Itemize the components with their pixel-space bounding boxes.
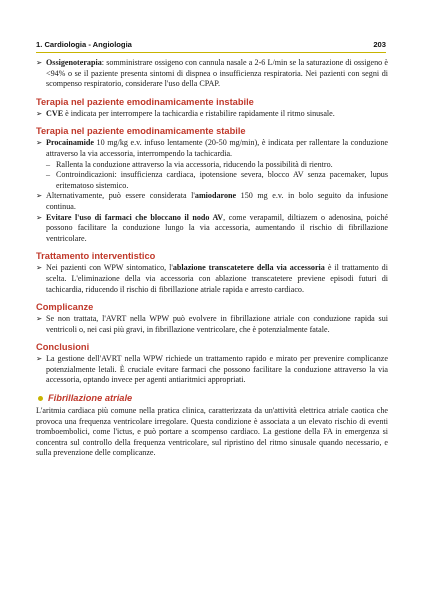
bullet-evitare [36,213,388,245]
complicanze-text: Se non trattata, l'AVRT nella WPW può evolvere in fibrillazione atriale con conduzione rapida sui ventricoli o, nei casi più gravi, in fibrillazione ventricolare, che è potenzialmente fatale. [46,314,388,334]
section-title-complicanze: Complicanze [36,302,94,313]
ablazione-pre: Nei pazienti con WPW sintomatico, l' [46,263,173,273]
bullet-cve [36,109,388,120]
section-title-conclusioni: Conclusioni [36,342,90,353]
procainamide-text: 10 mg/kg e.v. infuso lentamente (20-50 mg/min), è indicata per rallentare la conduzione attraverso la via accessoria, interrompendo la tachicardia. [46,138,388,158]
bullet-complicanze [36,314,388,335]
arrow-bullet-icon: ➢ [36,212,43,222]
term-procainamide: Procainamide [46,138,94,148]
page-number: 203 [373,40,386,49]
cve-text: è indicata per interrompere la tachicardia e ristabilire rapidamente il ritmo sinusale. [63,108,335,118]
arrow-bullet-icon: ➢ [36,58,43,67]
ossigenoterapia-text: : somministrare ossigeno con cannula nasale a 2-6 L/min se la saturazione di ossigeno è <94% o se il paziente presenta sintomi di dispnea o insufficienza respiratoria. Nei pazienti con segni di scompenso respiratorio, considerare l'uso della CPAP. [46,58,388,89]
bullet-ossigenoterapia [36,58,388,90]
fibrillazione-title-text: Fibrillazione atriale [48,393,133,404]
chapter-title: 1. Cardiologia - Angiologia [36,40,132,49]
term-amiodarone: amiodarone [194,191,237,201]
sub-item-rientro-text: Rallenta la conduzione attraverso la via accessoria, riducendo la possibilità di rientro. [56,159,333,169]
dash-mark: – [46,170,51,180]
page-content [36,58,388,459]
amiodarone-pre: Alternativamente, può essere considerata l' [46,191,195,201]
term-ossigenoterapia: Ossigenoterapia [46,58,102,67]
term-ablazione: ablazione transcatetere della via accessoria [172,263,325,273]
conclusioni-text: La gestione dell'AVRT nella WPW richiede un trattamento rapido e mirato per prevenire complicanze potenzialmente letali. È cruciale evitare farmaci che possono facilitare la conduzione attraverso la via accessoria, optando invece per agenti antiaritmici appropriati. [46,354,388,385]
arrow-bullet-icon: ➢ [36,191,43,201]
section-title-instabile: Terapia nel paziente emodinamicamente instabile [36,96,254,107]
section-title-interventistico: Trattamento interventistico [36,251,156,262]
bullet-ablazione [36,263,388,295]
amiodarone-post: 150 mg e.v. in bolo seguito da infusione continua. [46,191,388,211]
bullet-amiodarone [36,191,388,212]
sub-item-rientro [36,160,388,171]
sub-item-controindicazioni [36,170,388,191]
arrow-bullet-icon: ➢ [36,108,43,118]
evitare-text: , come verapamil, diltiazem o adenosina, poiché possono facilitare la conduzione lungo la via accessoria, aumentando il rischio di fibrillazione ventricolare. [46,212,388,243]
arrow-bullet-icon: ➢ [36,138,43,148]
dash-mark: – [46,159,51,169]
header-rule [36,52,386,53]
term-cve: CVE [46,108,64,118]
ablazione-post: è il trattamento di scelta. L'eliminazione della via accessoria con ablazione transcatetere previene episodi futuri di tachicardia, riducendo il rischio di fibrillazione atriale rapida e arresto cardiaco. [46,263,388,294]
term-evitare: Evitare l'uso di farmaci che bloccano il nodo AV [46,212,224,222]
arrow-bullet-icon: ➢ [36,263,43,273]
dot-icon [38,396,43,401]
arrow-bullet-icon: ➢ [36,354,43,364]
bullet-procainamide [36,138,388,159]
sub-item-controindicazioni-text: Controindicazioni: insufficienza cardiaca, ipotensione severa, blocco AV senza pacemaker, lupus eritematoso sistemico. [56,170,388,190]
fibrillazione-paragraph: L'aritmia cardiaca più comune nella pratica clinica, caratterizzata da un'attività elettrica atriale caotica che provoca una frequenza ventricolare irregolare. Questa condizione è associata a un elevato rischio di eventi tromboembolici, come l'ictus, e può portare a scompenso cardiaco. La gestione della FA in emergenza si concentra sul controllo della frequenza ventricolare, sul ripristino del ritmo sinusale quando necessario, e sulla prevenzione delle complicanze. [36,406,388,458]
arrow-bullet-icon: ➢ [36,314,43,324]
bullet-conclusioni [36,354,388,386]
section-title-fibrillazione [36,392,388,404]
section-title-stabile: Terapia nel paziente emodinamicamente stabile [36,126,246,137]
